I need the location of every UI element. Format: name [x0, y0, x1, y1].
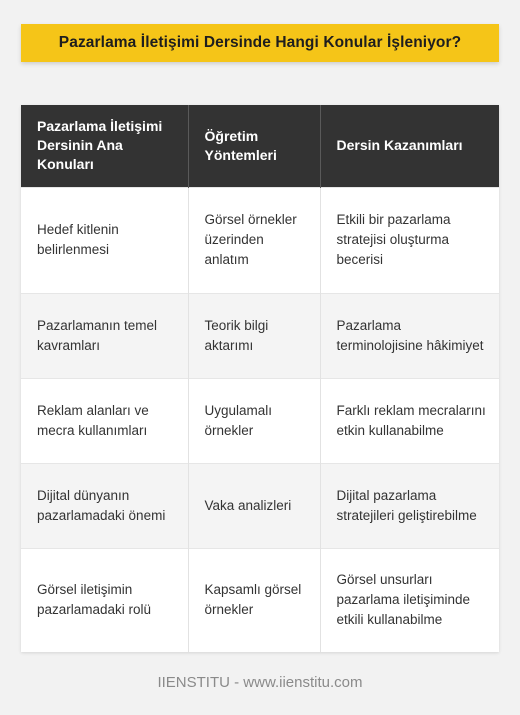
cell-topic: Reklam alanları ve mecra kullanımları — [21, 378, 188, 463]
cell-outcome: Pazarlama terminolojisine hâkimiyet — [320, 293, 499, 378]
cell-outcome: Etkili bir pazarlama stratejisi oluşturma becerisi — [320, 187, 499, 293]
cell-method: Görsel örnekler üzerinden anlatım — [188, 187, 320, 293]
cell-method: Kapsamlı görsel örnekler — [188, 548, 320, 652]
cell-topic: Görsel iletişimin pazarlamadaki rolü — [21, 548, 188, 652]
cell-outcome: Farklı reklam mecralarını etkin kullanabilme — [320, 378, 499, 463]
footer-credit: IIENSTITU - www.iienstitu.com — [157, 674, 363, 691]
table-row — [21, 548, 499, 652]
title-banner — [21, 24, 499, 62]
header-course-outcomes: Dersin Kazanımları — [320, 105, 499, 187]
cell-topic: Pazarlamanın temel kavramları — [21, 293, 188, 378]
cell-method: Vaka analizleri — [188, 463, 320, 548]
cell-outcome: Dijital pazarlama stratejileri geliştirebilme — [320, 463, 499, 548]
table-header-row — [21, 105, 499, 187]
table-row — [21, 293, 499, 378]
cell-topic: Hedef kitlenin belirlenmesi — [21, 187, 188, 293]
table-row — [21, 378, 499, 463]
table-row — [21, 463, 499, 548]
cell-topic: Dijital dünyanın pazarlamadaki önemi — [21, 463, 188, 548]
topics-table-container — [21, 105, 499, 652]
header-main-topics: Pazarlama İletişimi Dersinin Ana Konuları — [21, 105, 188, 187]
header-teaching-methods: Öğretim Yöntemleri — [188, 105, 320, 187]
cell-method: Uygulamalı örnekler — [188, 378, 320, 463]
cell-outcome: Görsel unsurları pazarlama iletişiminde etkili kullanabilme — [320, 548, 499, 652]
table-row — [21, 187, 499, 293]
cell-method: Teorik bilgi aktarımı — [188, 293, 320, 378]
page-title: Pazarlama İletişimi Dersinde Hangi Konular İşleniyor? — [58, 34, 462, 51]
topics-table — [21, 105, 499, 652]
